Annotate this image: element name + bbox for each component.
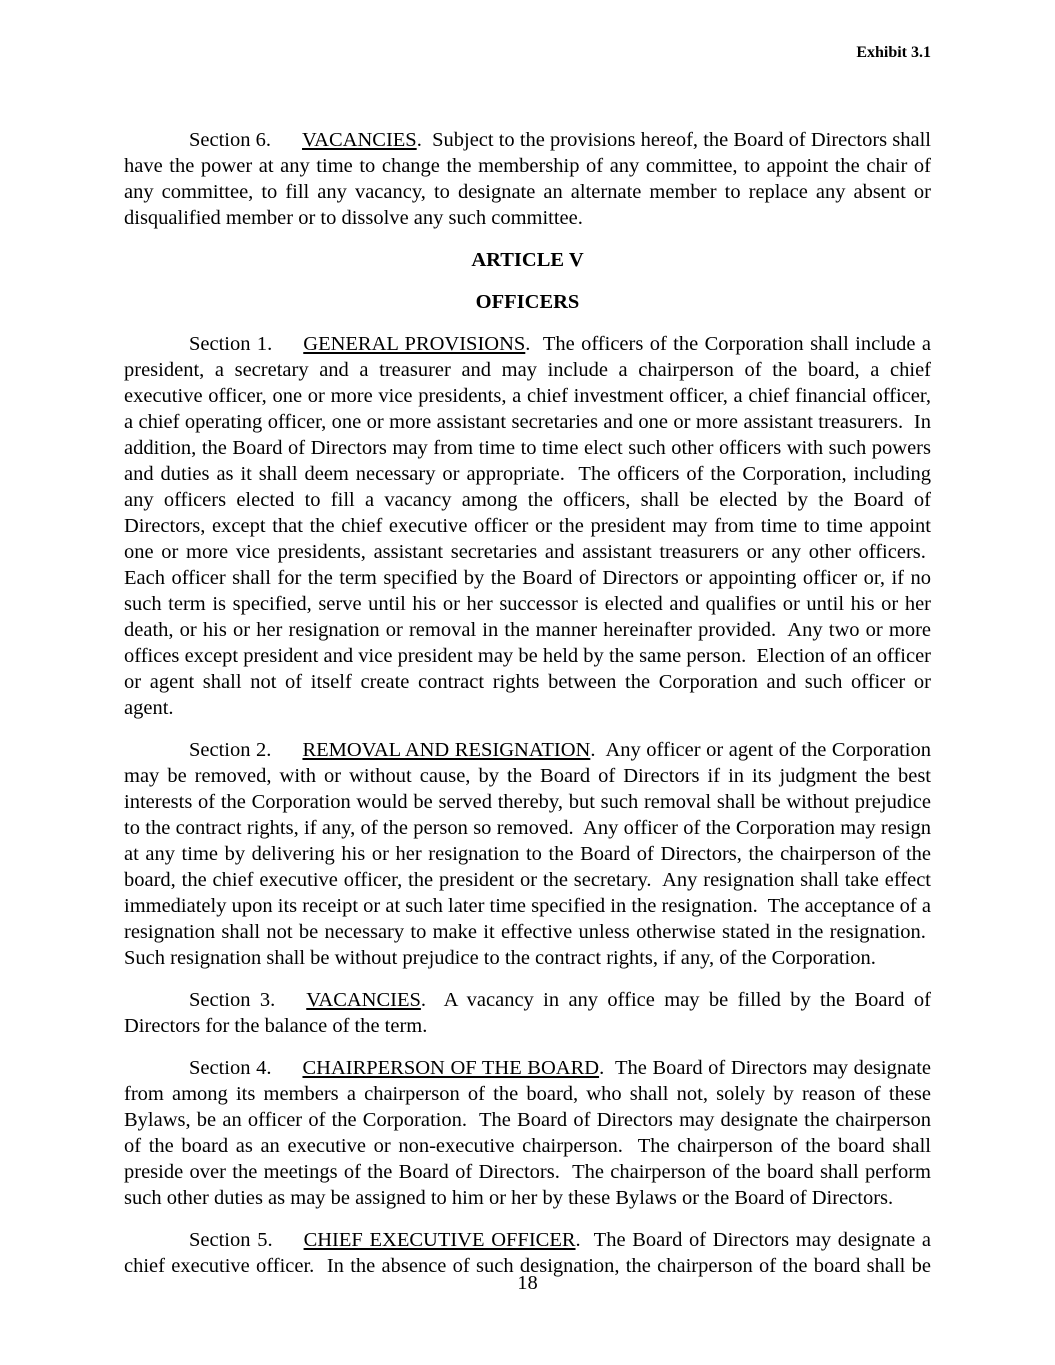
section-4-label: Section 4. [189,1057,272,1079]
section-5-label: Section 5. [189,1229,273,1251]
paragraph-section-6 [124,127,931,231]
section-5-text: . The Board of Directors may designate a chief executive officer. In the absence of such designation, the chairperson of the board shall be [124,1229,931,1277]
section-1-text: . The officers of the Corporation shall include a president, a secretary and a treasurer and may include a chairperson of the board, a chief executive officer, one or more vice presidents, a chief investment officer, a chief financial officer, a chief operating officer, one or more assistant secretaries and one or more assistant treasurers. In addition, the Board of Directors may from time to time elect such other officers with such powers and duties as it shall deem necessary or appropriate. The officers of the Corporation, including any officers elected to fill a vacancy among the officers, shall be elected by the Board of Directors, except that the chief executive officer or the president may from time to time appoint one or more vice presidents, assistant secretaries and assistant treasurers or any other officers. Each officer shall for the term specified by the Board of Directors or appointing officer or, if no such term is specified, serve until his or her successor is elected and qualifies or until his or her death, or his or her resignation or removal in the manner hereinafter provided. Any two or more offices except president and vice president may be held by the same person. Election of an officer or agent shall not of itself create contract rights between the Corporation and such officer or agent. [124,333,931,719]
section-5-heading: CHIEF EXECUTIVE OFFICER [303,1229,576,1251]
section-3-heading: VACANCIES [306,989,421,1011]
section-3-text: . A vacancy in any office may be filled by the Board of Directors for the balance of the term. [124,989,931,1037]
section-2-label: Section 2. [189,739,272,761]
article-subtitle: OFFICERS [475,291,580,313]
section-3-label: Section 3. [189,989,276,1011]
section-1-label: Section 1. [189,333,273,355]
section-1-heading: GENERAL PROVISIONS [303,333,526,355]
paragraph-section-3 [124,987,931,1039]
page-number: 18 [517,1272,538,1294]
paragraph-section-4 [124,1055,931,1211]
section-2-text: . Any officer or agent of the Corporation may be removed, with or without cause, by the Board of Directors if in its judgment the best interests of the Corporation would be served thereby, but such removal shall be without prejudice to the contract rights, if any, of the person so removed. Any officer of the Corporation may resign at any time by delivering his or her resignation to the Board of Directors, the chairperson of the board, the chief executive officer, the president or the secretary. Any resignation shall take effect immediately upon its receipt or at such later time specified in the resignation. The acceptance of a resignation shall not be necessary to make it effective unless otherwise stated in the resignation. Such resignation shall be without prejudice to the contract rights, if any, of the Corporation. [124,739,932,969]
section-6-label: Section 6. [189,129,272,151]
section-4-heading: CHAIRPERSON OF THE BOARD [302,1057,600,1079]
article-title: ARTICLE V [471,249,584,271]
exhibit-label: Exhibit 3.1 [856,44,931,61]
section-2-heading: REMOVAL AND RESIGNATION [302,739,591,761]
paragraph-section-1 [124,331,931,721]
section-4-text: . The Board of Directors may designate from among its members a chairperson of the board, who shall not, solely by reason of these Bylaws, be an officer of the Corporation. The Board of Directors may designate the chairperson of the board as an executive or non-executive chairperson. The chairperson of the board shall preside over the meetings of the Board of Directors. The chairperson of the board shall perform such other duties as may be assigned to him or her by these Bylaws or the Board of Directors. [124,1057,931,1209]
paragraph-section-2 [124,737,931,971]
section-6-heading: VACANCIES [302,129,417,151]
section-6-text: . Subject to the provisions hereof, the Board of Directors shall have the power at any time to change the membership of any committee, to appoint the chair of any committee, to fill any vacancy, to designate an alternate member to replace any absent or disqualified member or to dissolve any such committee. [124,129,931,229]
